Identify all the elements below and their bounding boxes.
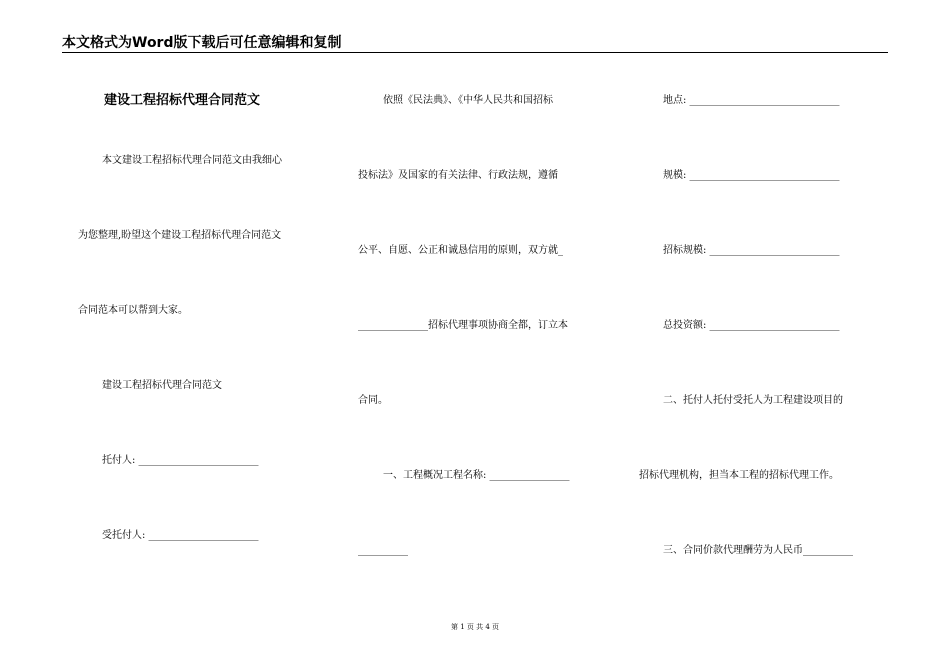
project-name-continuation: __________ <box>358 545 408 556</box>
col2-paragraph-4: ______________招标代理事项协商全都，订立本 <box>358 320 568 331</box>
contract-price-line: 三、合同价款代理酬劳为人民币__________ <box>663 545 853 556</box>
col1-paragraph-4: 建设工程招标代理合同范文 <box>102 380 222 391</box>
entrusting-party-line: 托付人: ________________________ <box>102 455 259 466</box>
document-header: 本文格式为Word版下载后可任意编辑和复制 <box>62 34 888 53</box>
total-investment-line: 总投资额: __________________________ <box>663 320 840 331</box>
project-name-line: 一、工程概况工程名称: ________________ <box>383 470 570 481</box>
col2-paragraph-3: 公平、自愿、公正和诚恳信用的原则，双方就_ <box>358 245 563 256</box>
col1-paragraph-1: 本文建设工程招标代理合同范文由我细心 <box>102 155 282 166</box>
col2-paragraph-1: 依照《民法典》、《中华人民共和国招标 <box>383 95 553 106</box>
col2-paragraph-2: 投标法》及国家的有关法律、行政法规，遵循 <box>358 170 558 181</box>
col2-paragraph-5: 合同。 <box>358 395 388 406</box>
location-line: 地点: ______________________________ <box>663 95 840 106</box>
scale-line: 规模: ______________________________ <box>663 170 840 181</box>
col3-paragraph-6: 招标代理机构，担当本工程的招标代理工作。 <box>639 470 839 481</box>
col1-paragraph-2: 为您整理,盼望这个建设工程招标代理合同范文 <box>78 230 282 241</box>
col3-paragraph-5: 二、托付人托付受托人为工程建设项目的 <box>663 395 843 406</box>
col1-paragraph-3: 合同范本可以帮到大家。 <box>78 305 188 316</box>
entrusted-party-line: 受托付人: ______________________ <box>102 530 259 541</box>
document-title: 建设工程招标代理合同范文 <box>104 93 261 108</box>
page-number: 第 1 页 共 4 页 <box>450 623 500 631</box>
bidding-scale-line: 招标规模: __________________________ <box>663 245 840 256</box>
